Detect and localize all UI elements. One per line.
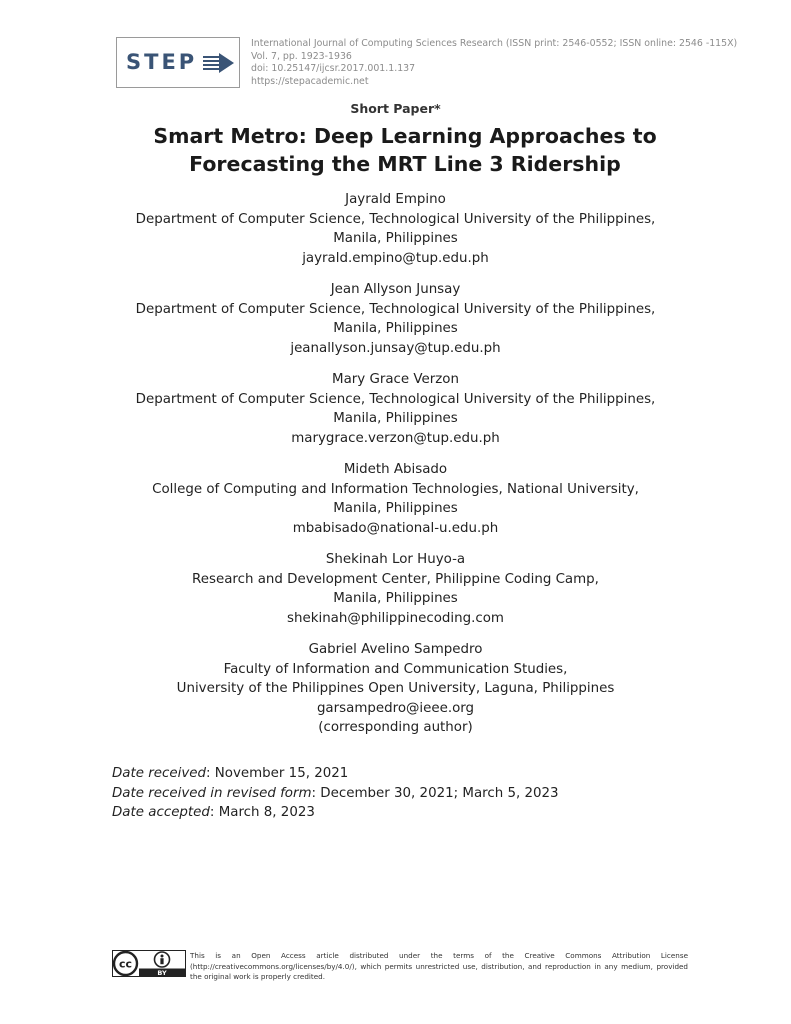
arrow-icon	[203, 52, 235, 74]
date-value: : March 8, 2023	[209, 805, 315, 820]
journal-name: International Journal of Computing Sciences Research (ISSN print: 2546-0552; ISSN online: 2546 -115X)	[251, 38, 738, 49]
author-affiliation: Faculty of Information and Communication Studies,	[223, 661, 568, 677]
author-block	[0, 370, 791, 448]
date-label: Date received	[112, 766, 206, 781]
author-name: Mideth Abisado	[343, 462, 448, 477]
author-block	[0, 460, 791, 538]
author-location: Manila, Philippines	[333, 411, 458, 426]
author-name: Jean Allyson Junsay	[330, 282, 461, 297]
date-accepted	[112, 803, 559, 823]
date-label: Date received in revised form	[112, 785, 312, 801]
author-affiliation: College of Computing and Information Technologies, National University,	[152, 481, 639, 497]
author-location: University of the Philippines Open University, Laguna, Philippines	[176, 681, 615, 696]
date-label: Date accepted	[112, 805, 210, 820]
author-block	[0, 280, 791, 358]
author-affiliation: Department of Computer Science, Technological University of the Philippines,	[135, 211, 656, 227]
submission-dates	[112, 764, 559, 823]
journal-volume: Vol. 7, pp. 1923-1936	[251, 50, 352, 62]
journal-doi[interactable]: doi: 10.25147/ijcsr.2017.001.1.137	[251, 63, 416, 75]
author-affiliation: Department of Computer Science, Technological University of the Philippines,	[135, 301, 656, 317]
date-revised	[112, 784, 559, 804]
date-value: : December 30, 2021; March 5, 2023	[311, 785, 559, 801]
journal-logo	[116, 37, 240, 88]
cc-icon	[114, 952, 137, 975]
svg-text:cc: cc	[118, 957, 133, 971]
author-location: Manila, Philippines	[333, 501, 458, 516]
author-email[interactable]: garsampedro@ieee.org	[316, 700, 475, 716]
author-name: Shekinah Lor Huyo-a	[325, 552, 466, 567]
journal-info	[251, 38, 738, 88]
date-received	[112, 764, 559, 784]
paper-title: Smart Metro: Deep Learning Approaches to Forecasting the MRT Line 3 Ridership	[153, 124, 657, 176]
author-location: Manila, Philippines	[333, 231, 458, 246]
license-text: This is an Open Access article distributed under the terms of the Creative Commons Attribution License (http://creativecommons.org/licenses/by/4.0/), which permits unrestricted use, distribution, and reproduction in any medium, provided the original work is properly credited.	[190, 951, 688, 981]
author-name: Jayrald Empino	[345, 192, 446, 207]
author-name: Gabriel Avelino Sampedro	[308, 642, 483, 657]
author-name: Mary Grace Verzon	[332, 372, 459, 387]
author-email[interactable]: marygrace.verzon@tup.edu.ph	[291, 430, 500, 446]
paper-type: Short Paper*	[350, 101, 441, 116]
badge-label: BY	[157, 969, 167, 977]
logo-text: STEP	[126, 50, 198, 74]
author-block	[0, 640, 791, 738]
cc-by-badge[interactable]	[112, 950, 186, 977]
author-block	[0, 190, 791, 268]
author-block	[0, 550, 791, 628]
author-location: Manila, Philippines	[333, 591, 458, 606]
author-location: Manila, Philippines	[333, 321, 458, 336]
author-affiliation: Research and Development Center, Philippine Coding Camp,	[192, 571, 599, 587]
author-email[interactable]: jayrald.empino@tup.edu.ph	[302, 250, 489, 266]
journal-url[interactable]: https://stepacademic.net	[251, 75, 369, 87]
author-list	[0, 190, 791, 750]
author-email[interactable]: mbabisado@national-u.edu.ph	[292, 520, 499, 536]
date-value: : November 15, 2021	[206, 766, 349, 781]
corresponding-note: (corresponding author)	[318, 720, 473, 735]
author-affiliation: Department of Computer Science, Technological University of the Philippines,	[135, 391, 656, 407]
by-icon	[155, 952, 170, 967]
author-email[interactable]: jeanallyson.junsay@tup.edu.ph	[290, 340, 501, 356]
author-email[interactable]: shekinah@philippinecoding.com	[287, 610, 504, 626]
